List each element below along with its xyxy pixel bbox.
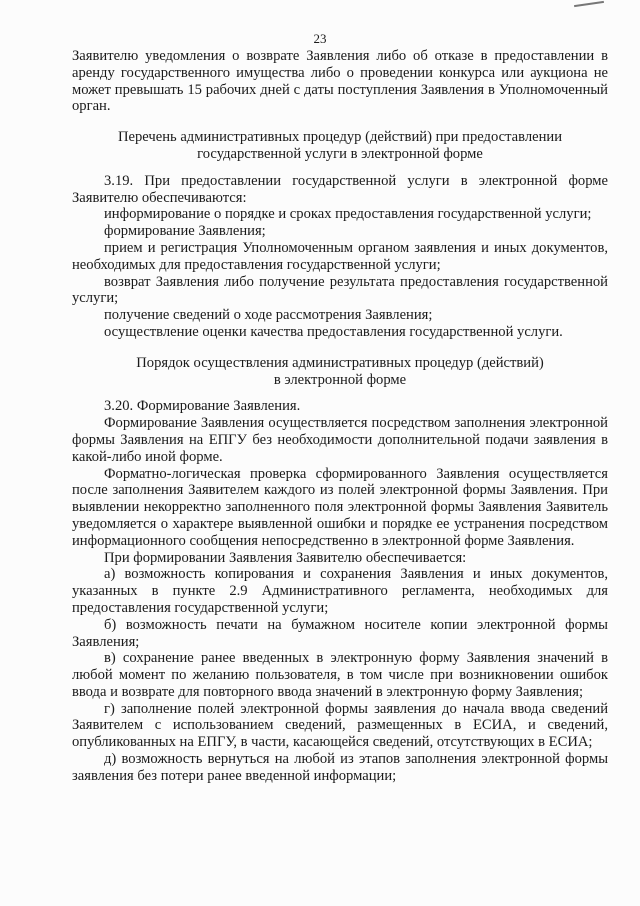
list-item: формирование Заявления; xyxy=(104,223,266,240)
list-item: информирование о порядке и сроках предоставления государственной услуги; xyxy=(104,206,592,223)
heading-line: государственной услуги в электронной форме xyxy=(197,145,483,162)
clause-3-20: 3.20. Формирование Заявления. xyxy=(104,398,301,415)
list-item: получение сведений о ходе рассмотрения Заявления; xyxy=(104,307,433,324)
list-item: прием и регистрация Уполномоченным органом заявления и иных документов, необходимых для предоставления государственной услуги; xyxy=(72,239,608,273)
paragraph: Форматно-логическая проверка сформированного Заявления осуществляется после заполнения Заявителем каждого из полей электронной формы Заявления. При выявлении некорректно заполненного поля электронной формы Заявления Заявитель уведомляется о характере выявленной ошибки и порядке ее устранения посредством информационного сообщения непосредственно в электронной форме Заявления. xyxy=(72,465,608,549)
heading-line: Перечень административных процедур (действий) при предоставлении xyxy=(117,129,563,146)
list-item: г) заполнение полей электронной формы заявления до начала ввода сведений Заявителем с использованием сведений, размещенных в ЕСИА, и сведений, опубликованных на ЕПГУ, в части, касающейся сведений, отсутствующих в ЕСИА; xyxy=(72,700,608,751)
document-body xyxy=(72,48,608,785)
section-heading-electronic-procedures xyxy=(72,129,608,163)
clause-3-19: 3.19. При предоставлении государственной услуги в электронной форме Заявителю обеспечиваются: xyxy=(72,172,608,206)
list-item: осуществление оценки качества предоставления государственной услуги. xyxy=(104,323,563,340)
intro-paragraph: Заявителю уведомления о возврате Заявления либо об отказе в предоставлении в аренду государственного имущества либо о проведении конкурса или аукциона не может превышать 15 рабочих дней с даты поступления Заявления в Уполномоченный орган. xyxy=(72,48,608,115)
list-item: а) возможность копирования и сохранения Заявления и иных документов, указанных в пункте 2.9 Административного регламента, необходимых для предоставления государственной услуги; xyxy=(72,566,608,616)
paragraph: При формировании Заявления Заявителю обеспечивается: xyxy=(104,549,467,566)
scan-artifact xyxy=(574,1,604,7)
paragraph: Формирование Заявления осуществляется посредством заполнения электронной формы Заявления на ЕПГУ без необходимости дополнительной подачи заявления в какой-либо иной форме. xyxy=(72,415,608,465)
list-item: в) сохранение ранее введенных в электронную форму Заявления значений в любой момент по желанию пользователя, в том числе при возникновении ошибок ввода и возврате для повторного ввода значений в электронную форму Заявления; xyxy=(72,650,608,700)
page-number: 23 xyxy=(313,31,327,46)
list-item: д) возможность вернуться на любой из этапов заполнения электронной формы заявления без потери ранее введенной информации; xyxy=(72,751,608,784)
section-heading-procedure-order xyxy=(72,355,608,389)
list-item: б) возможность печати на бумажном носителе копии электронной формы Заявления; xyxy=(72,616,608,650)
heading-line: Порядок осуществления административных процедур (действий) xyxy=(136,354,544,371)
list-item: возврат Заявления либо получение результата предоставления государственной услуги; xyxy=(72,273,608,307)
heading-line: в электронной форме xyxy=(273,371,407,388)
